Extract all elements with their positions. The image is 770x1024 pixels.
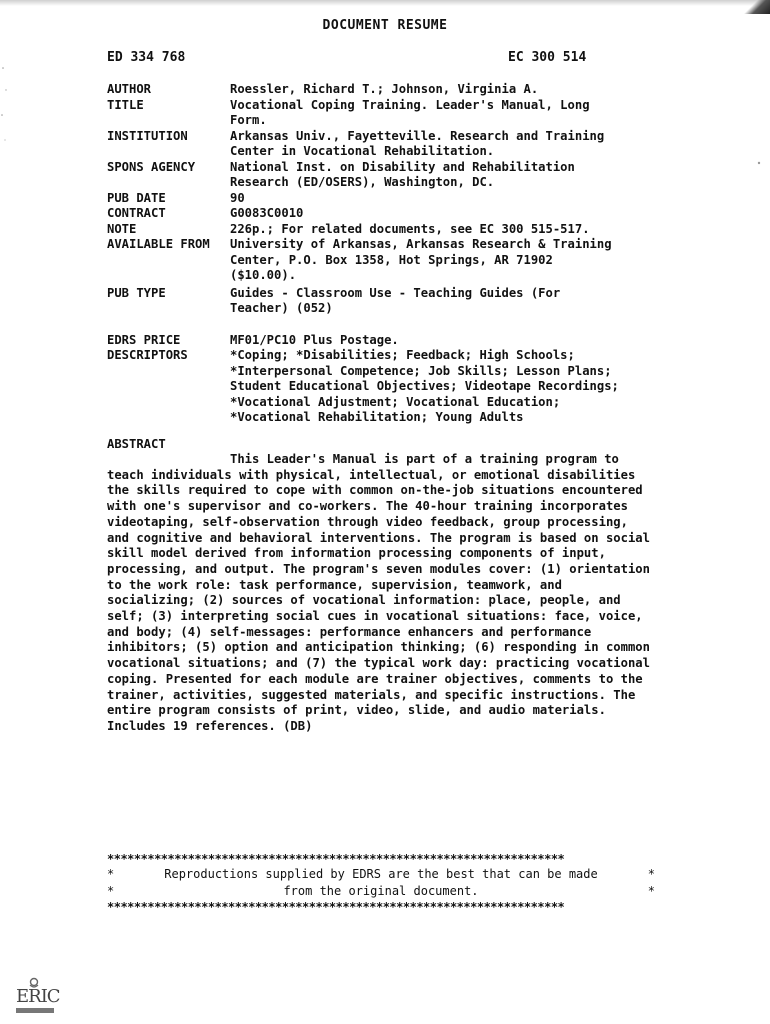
stars-border-top: ********************************************************************: [107, 852, 565, 866]
field-label: PUB TYPE: [107, 285, 166, 300]
field-value: Guides - Classroom Use - Teaching Guides (For Teacher) (052): [230, 285, 561, 315]
notice-star-left: *: [107, 884, 115, 898]
field-row-spons-agency: [107, 160, 667, 191]
scan-corner-mark: [740, 0, 770, 14]
field-value: Arkansas Univ., Fayetteville. Research and Training Center in Vocational Rehabilitation.: [230, 128, 605, 158]
field-row-author: [107, 82, 667, 98]
field-value: 226p.; For related documents, see EC 300 515-517.: [230, 221, 590, 236]
field-value: Roessler, Richard T.; Johnson, Virginia A.: [230, 82, 539, 96]
abstract-heading: ABSTRACT: [107, 437, 166, 451]
field-value: G0083C0010: [230, 206, 304, 220]
field-row-institution: [107, 129, 667, 160]
field-label: INSTITUTION: [107, 128, 188, 143]
field-label: EDRS PRICE: [107, 332, 181, 347]
notice-star-right: *: [647, 867, 655, 881]
field-value: MF01/PC10 Plus Postage.: [230, 332, 399, 347]
field-value: University of Arkansas, Arkansas Research & Training Center, P.O. Box 1358, Hot Springs, AR 71902 ($10.00).: [230, 237, 612, 282]
field-label: PUB DATE: [107, 190, 166, 205]
document-title: DOCUMENT RESUME: [322, 18, 448, 33]
metadata-fields: [107, 82, 667, 426]
field-label: CONTRACT: [107, 206, 166, 220]
ed-number: ED 334 768: [107, 50, 186, 65]
stars-border-bottom: ********************************************************************: [107, 900, 565, 914]
field-row-pub-date: [107, 191, 667, 207]
field-value: Vocational Coping Training. Leader's Manual, Long Form.: [230, 97, 590, 127]
field-row-contract: [107, 206, 667, 222]
scan-specks-decoration: [0, 60, 14, 160]
field-label: AUTHOR: [107, 82, 152, 96]
field-label: DESCRIPTORS: [107, 348, 188, 362]
field-value: *Coping; *Disabilities; Feedback; High Schools; *Interpersonal Competence; Job Skills; Lesson Plans; Student Educational Objectives; Videotape Recordings; *Vocational Adjustment; Vocational Education; *Vocational Rehabilitation; Young Adults: [230, 348, 619, 424]
field-label: SPONS AGENCY: [107, 159, 196, 174]
scan-speck-decoration: [756, 160, 762, 166]
notice-text-1: Reproductions supplied by EDRS are the best that can be made: [164, 867, 598, 881]
notice-line-2: [107, 883, 655, 900]
field-row-descriptors: [107, 348, 667, 426]
field-label: NOTE: [107, 221, 137, 236]
eric-logo-text: ERIC: [16, 986, 60, 1007]
notice-star-left: *: [107, 867, 115, 881]
field-row-edrs-price: [107, 333, 667, 349]
field-row-available-from: [107, 237, 667, 284]
scan-edge: [0, 0, 770, 6]
field-label: AVAILABLE FROM: [107, 237, 210, 251]
ec-number: EC 300 514: [508, 50, 587, 65]
field-row-note: [107, 222, 667, 238]
notice-text-2: from the original document.: [283, 884, 479, 898]
field-row-title: [107, 98, 667, 129]
field-value: National Inst. on Disability and Rehabilitation Research (ED/OSERS), Washington, DC.: [230, 159, 575, 189]
field-row-pub-type: [107, 286, 667, 317]
field-value: 90: [230, 190, 245, 205]
notice-star-right: *: [647, 884, 655, 898]
notice-line-1: [107, 866, 655, 883]
eric-logo-bar: [16, 1008, 54, 1013]
abstract-text: This Leader's Manual is part of a training program to teach individuals with physical, intellectual, or emotional disabilities the skills required to cope with common on-the-job situations encountered with one's supervisor and co-workers. The 40-hour training incorporates videotaping, self-observation through video feedback, group processing, and cognitive and behavioral interventions. The program is based on social skill model derived from information processing components of input, processing, and output. The program's seven modules cover: (1) orientation to the work role: task performance, supervision, teamwork, and socializing; (2) sources of vocational information: place, people, and self; (3) interpreting social cues in vocational situations: face, voice, and body; (4) self-messages: performance enhancers and performance inhibitors; (5) option and anticipation thinking; (6) responding in common vocational situations; and (7) the typical work day: practicing vocational coping. Presented for each module are trainer objectives, comments to the trainer, activities, suggested materials, and specific instructions. The entire program consists of print, video, slide, and audio materials. Includes 19 references. (DB): [107, 452, 650, 733]
reproduction-notice: [107, 852, 655, 914]
field-label: TITLE: [107, 97, 144, 112]
